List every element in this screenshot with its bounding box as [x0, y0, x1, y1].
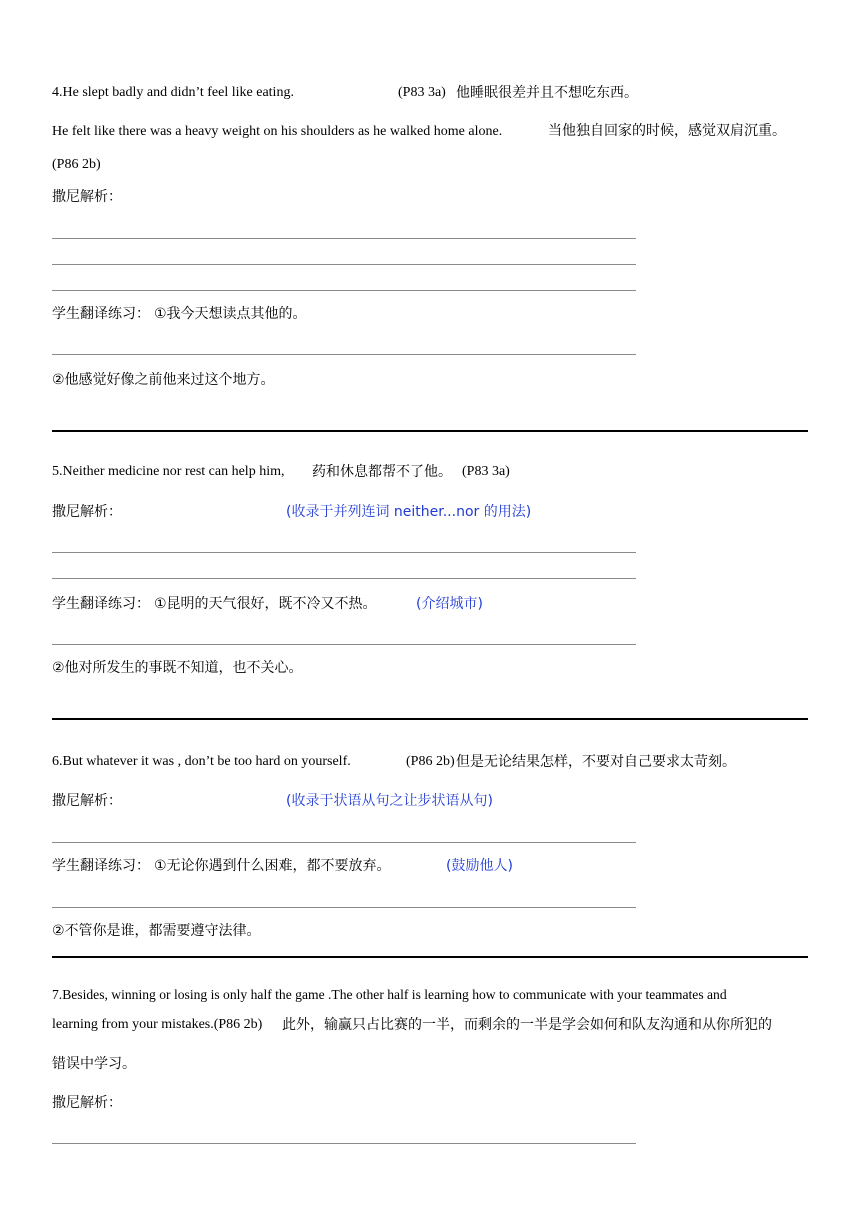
item-6-sentence-en: 6.But whatever it was , don’t be too hard on yourself.: [52, 754, 351, 769]
item-5-sentence-en: 5.Neither medicine nor rest can help him,: [52, 464, 285, 479]
item-6-analysis-label: 撒尼解析：: [52, 793, 122, 809]
item-7-analysis-label: 撒尼解析：: [52, 1095, 122, 1111]
item-5-practice-1: ①昆明的天气很好，既不冷又不热。: [154, 596, 377, 612]
item-6-practice-label: 学生翻译练习：: [52, 858, 150, 874]
item-5-practice-1-note: (介绍城市): [416, 596, 483, 612]
item-6-practice-1-answer-line[interactable]: [52, 907, 636, 908]
item-5-sentence-cn: 药和休息都帮不了他。: [312, 464, 452, 480]
item-4-sentence-en: 4.He slept badly and didn’t feel like eating.: [52, 85, 294, 100]
item-6-practice-2: ②不管你是谁，都需要遵守法律。: [52, 923, 261, 939]
item-5-analysis-line-1[interactable]: [52, 552, 636, 553]
item-5-page-ref: (P83 3a): [462, 464, 510, 479]
section-divider: [52, 956, 808, 958]
item-7-sentence-cn-line-1: 此外，输赢只占比赛的一半，而剩余的一半是学会如何和队友沟通和从你所犯的: [282, 1017, 772, 1033]
item-6-sentence-cn: 但是无论结果怎样，不要对自己要求太苛刻。: [456, 754, 736, 770]
item-4-practice-1: ①我今天想读点其他的。: [154, 306, 307, 322]
item-7-sentence-en-line-1: 7.Besides, winning or losing is only half the game .The other half is learning how to communicate with your teammates and: [52, 987, 727, 1002]
item-4-sentence-cn: 他睡眠很差并且不想吃东西。: [456, 85, 638, 101]
item-4-analysis-label: 撒尼解析：: [52, 189, 122, 205]
item-5-analysis-note: (收录于并列连词 neither...nor 的用法): [286, 504, 532, 520]
item-6-analysis-line-1[interactable]: [52, 842, 636, 843]
item-4-analysis-line-3[interactable]: [52, 290, 636, 291]
item-5-practice-2: ②他对所发生的事既不知道，也不关心。: [52, 660, 303, 676]
item-5-analysis-label: 撒尼解析：: [52, 504, 122, 520]
item-7-analysis-line-1[interactable]: [52, 1143, 636, 1144]
section-divider: [52, 430, 808, 432]
item-6-page-ref: (P86 2b): [406, 754, 455, 769]
item-7-sentence-cn-line-2: 错误中学习。: [52, 1056, 136, 1072]
item-6-practice-1-note: (鼓励他人): [446, 858, 513, 874]
item-5-analysis-line-2[interactable]: [52, 578, 636, 579]
item-4-example-cn: 当他独自回家的时候，感觉双肩沉重。: [548, 123, 786, 139]
item-4-example-en: He felt like there was a heavy weight on his shoulders as he walked home alone.: [52, 124, 503, 139]
item-6-practice-1: ①无论你遇到什么困难，都不要放弃。: [154, 858, 391, 874]
item-6-analysis-note: (收录于状语从句之让步状语从句): [286, 793, 493, 809]
item-4-practice-2: ②他感觉好像之前他来过这个地方。: [52, 372, 275, 388]
item-4-analysis-line-1[interactable]: [52, 238, 636, 239]
item-4-practice-label: 学生翻译练习：: [52, 306, 150, 322]
item-4-page-ref: (P83 3a): [398, 85, 446, 100]
item-5-practice-1-answer-line[interactable]: [52, 644, 636, 645]
section-divider: [52, 718, 808, 720]
item-4-example-ref: (P86 2b): [52, 157, 101, 172]
item-4-practice-1-answer-line[interactable]: [52, 354, 636, 355]
item-7-sentence-en-line-2: learning from your mistakes.(P86 2b): [52, 1017, 263, 1032]
item-5-practice-label: 学生翻译练习：: [52, 596, 150, 612]
item-4-analysis-line-2[interactable]: [52, 264, 636, 265]
